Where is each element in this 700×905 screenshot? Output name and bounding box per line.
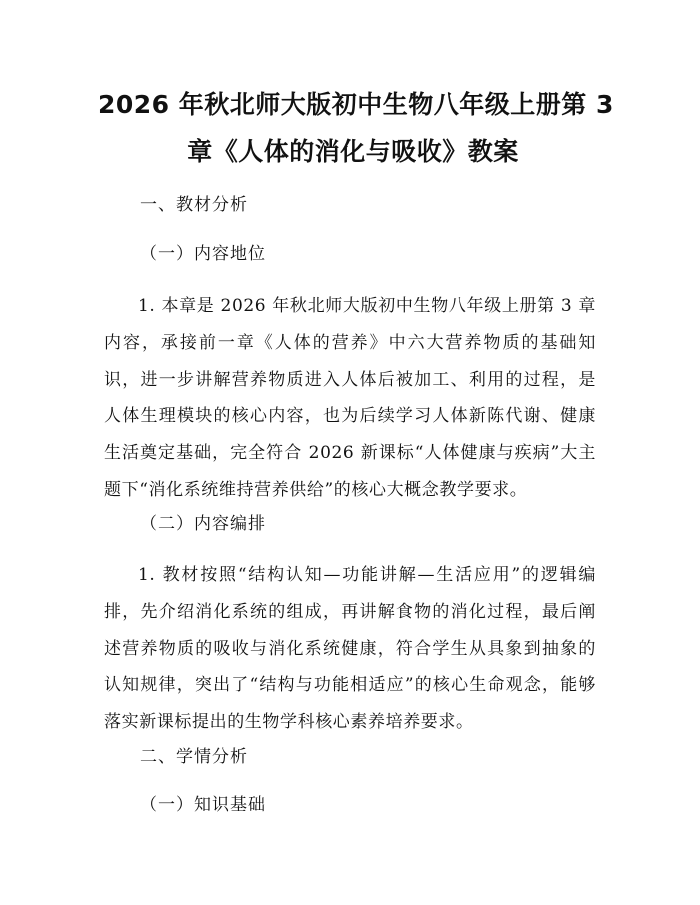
section-1-subheading-1: （一）内容地位 [140,244,266,264]
document-title-line-1: 2026 年秋北师大版初中生物八年级上册第 3 [98,90,614,119]
section-1-paragraph-1: 1. 本章是 2026 年秋北师大版初中生物八年级上册第 3 章内容，承接前一章《人体的营养》中六大营养物质的基础知识，进一步讲解营养物质进入人体后被加工、利用的过程，是人体生理模块的核心内容，也为后续学习人体新陈代谢、健康生活奠定基础，完全符合 2026 新课标“人体健康与疾病”大主题下“消化系统维持营养供给”的核心大概念教学要求。 [104,296,596,500]
section-1-paragraph-2: 1. 教材按照“结构认知—功能讲解—生活应用”的逻辑编排，先介绍消化系统的组成，再讲解食物的消化过程，最后阐述营养物质的吸收与消化系统健康，符合学生从具象到抽象的认知规律，突出了“结构与功能相适应”的核心生命观念，能够落实新课标提出的生物学科核心素养培养要求。 [104,565,596,733]
section-2-heading: 二、学情分析 [140,747,248,767]
section-2-subheading-1: （一）知识基础 [140,795,266,815]
section-1-subheading-2: （二）内容编排 [140,514,266,534]
document-title-line-2: 章《人体的消化与吸收》教案 [187,137,519,166]
section-1-heading: 一、教材分析 [140,195,248,215]
